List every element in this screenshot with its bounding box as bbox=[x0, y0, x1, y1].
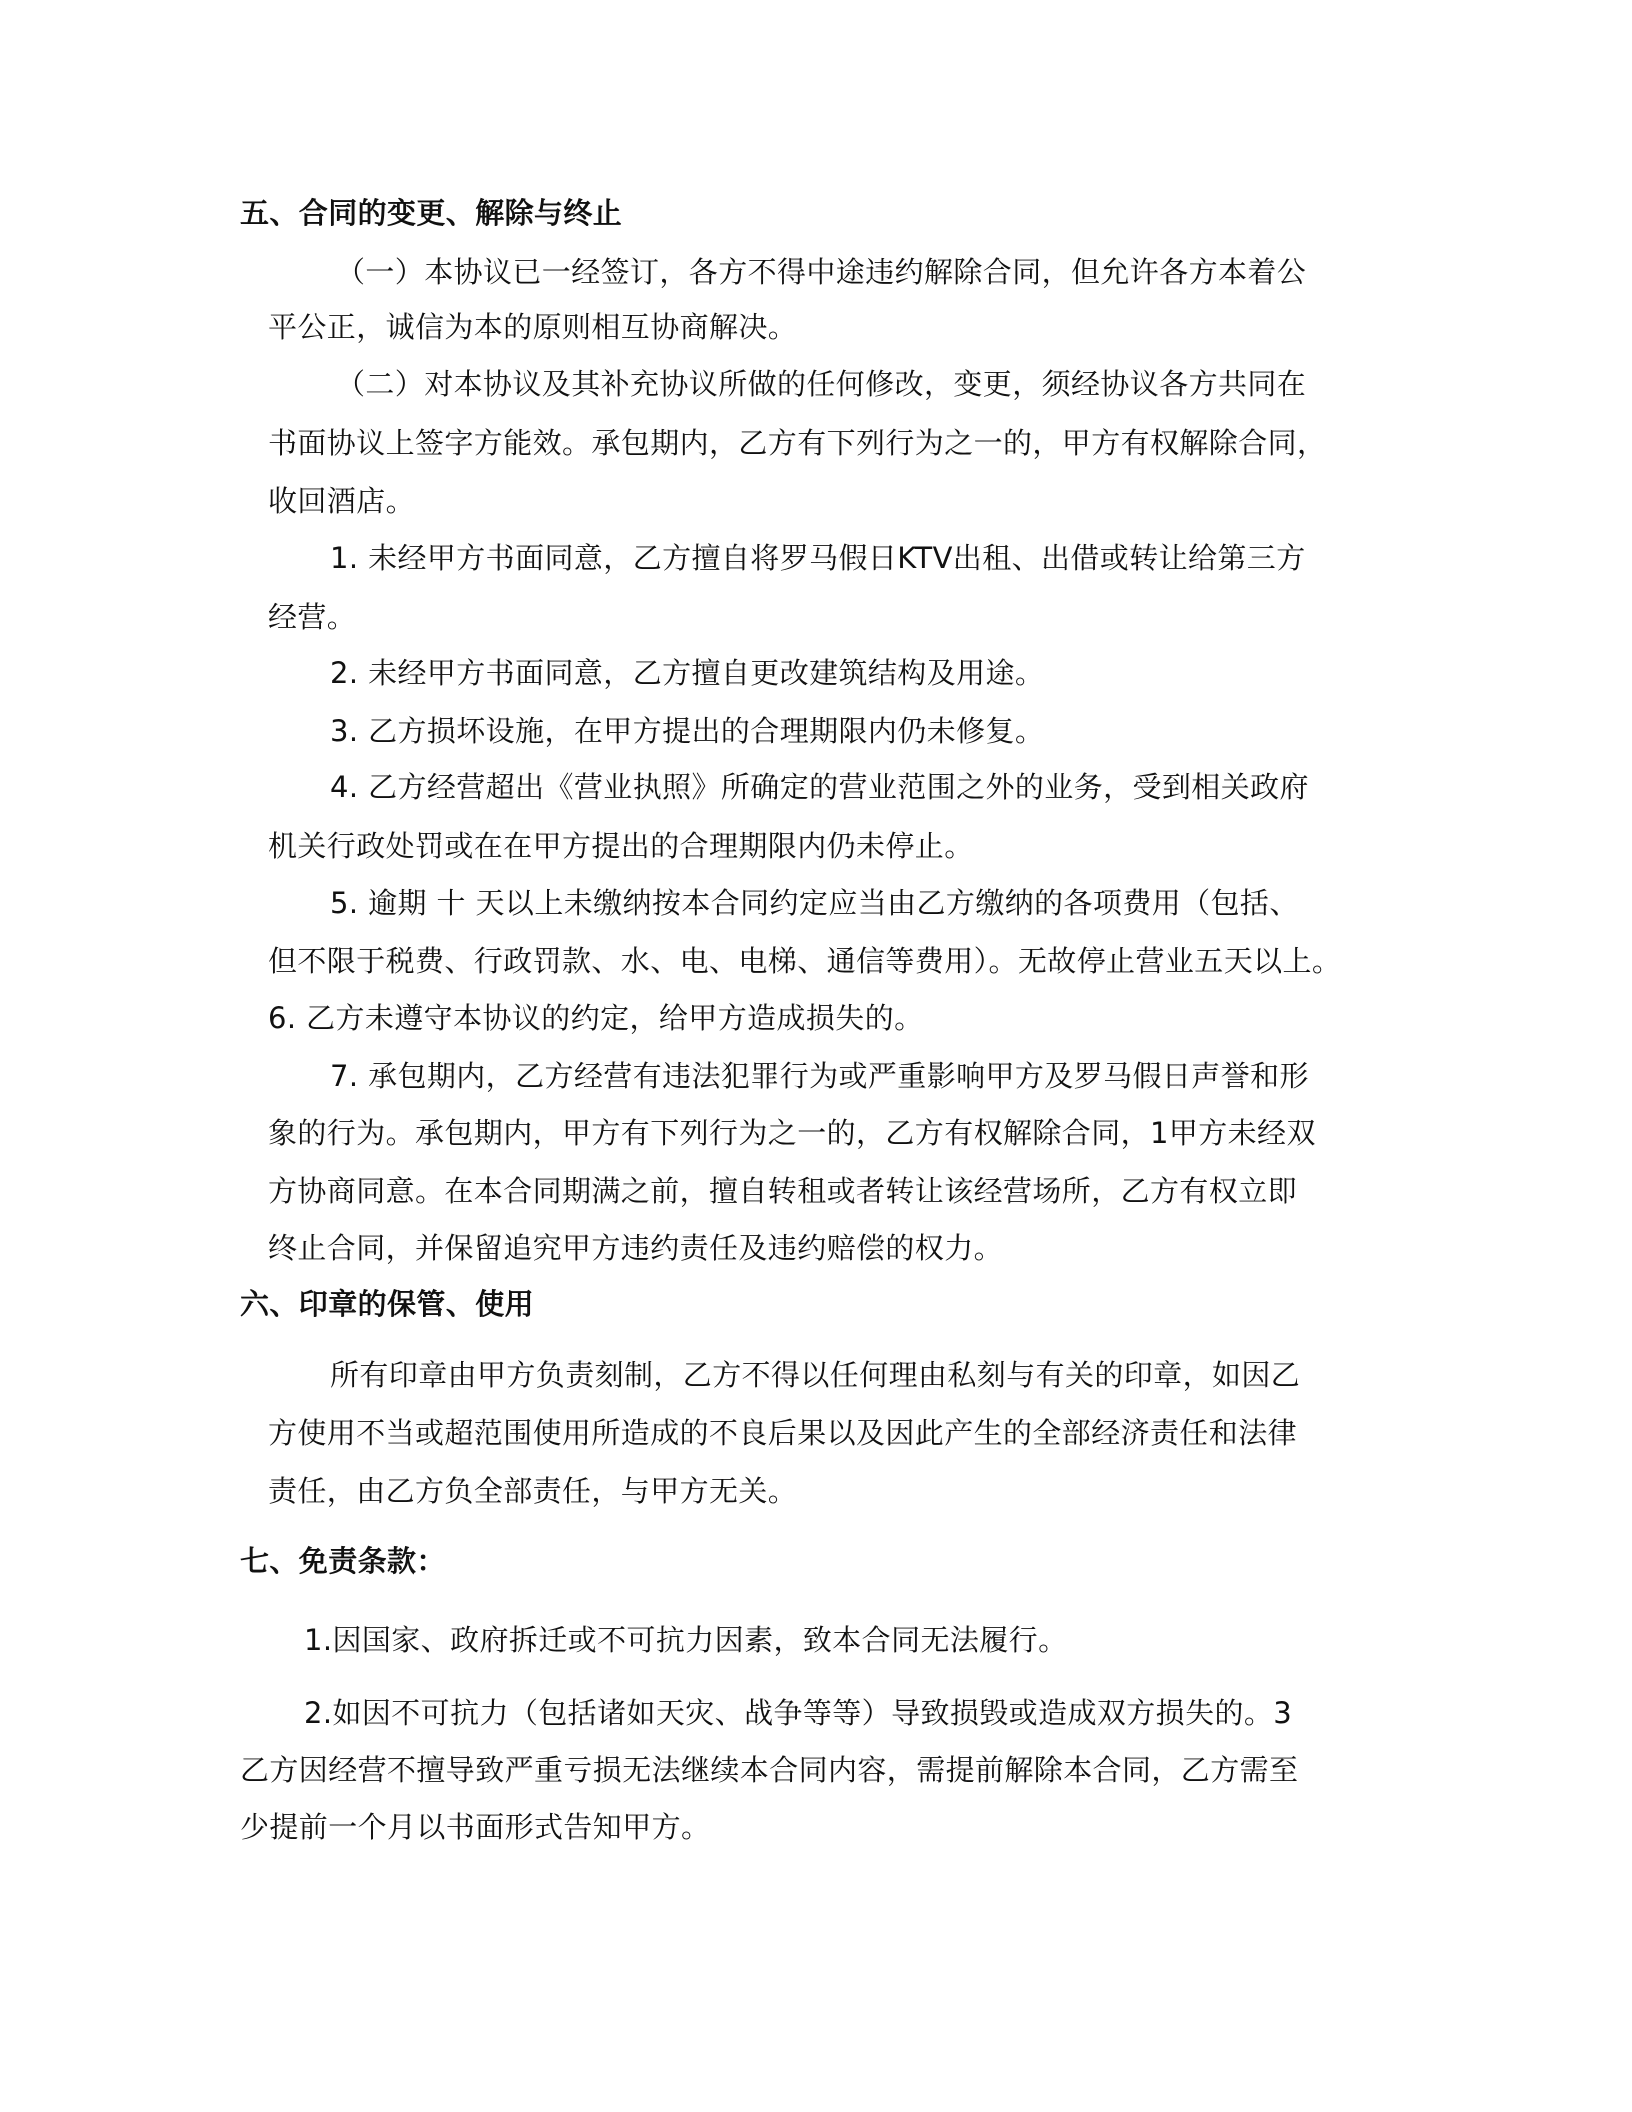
section-5-item-1-line-2: 经营。 bbox=[268, 600, 357, 634]
section-5-para-2-line-2: 书面协议上签字方能效。承包期内，乙方有下列行为之一的，甲方有权解除合同， bbox=[268, 426, 1327, 460]
section-5-item-7-line-1: 7. 承包期内，乙方经营有违法犯罪行为或严重影响甲方及罗马假日声誉和形 bbox=[330, 1059, 1309, 1093]
section-7-item-2-line-3: 少提前一个月以书面形式告知甲方。 bbox=[240, 1810, 711, 1844]
section-5-item-5-line-2: 但不限于税费、行政罚款、水、电、电梯、通信等费用）。无故停止营业五天以上。 bbox=[268, 944, 1342, 978]
section-5-para-1-line-1: （一）本协议已一经签订，各方不得中途违约解除合同，但允许各方本着公 bbox=[336, 255, 1307, 289]
section-5-para-2-line-1: （二）对本协议及其补充协议所做的任何修改，变更，须经协议各方共同在 bbox=[336, 367, 1307, 401]
section-5-heading: 五、合同的变更、解除与终止 bbox=[240, 196, 623, 230]
section-7-heading: 七、免责条款： bbox=[240, 1544, 446, 1578]
section-6-para-line-2: 方使用不当或超范围使用所造成的不良后果以及因此产生的全部经济责任和法律 bbox=[268, 1416, 1298, 1450]
section-5-item-2: 2. 未经甲方书面同意，乙方擅自更改建筑结构及用途。 bbox=[330, 656, 1045, 690]
section-5-item-1-line-1: 1. 未经甲方书面同意，乙方擅自将罗马假日KTV出租、出借或转让给第三方 bbox=[330, 541, 1306, 575]
section-6-para-line-3: 责任，由乙方负全部责任，与甲方无关。 bbox=[268, 1474, 798, 1508]
section-6-para-line-1: 所有印章由甲方负责刻制，乙方不得以任何理由私刻与有关的印章，如因乙 bbox=[330, 1358, 1301, 1392]
section-5-item-5-line-1: 5. 逾期 十 天以上未缴纳按本合同约定应当由乙方缴纳的各项费用（包括、 bbox=[330, 886, 1299, 920]
section-5-para-2-line-3: 收回酒店。 bbox=[268, 484, 416, 518]
section-5-item-7-line-2: 象的行为。承包期内，甲方有下列行为之一的，乙方有权解除合同，1甲方未经双 bbox=[268, 1116, 1316, 1150]
section-5-para-1-line-2: 平公正，诚信为本的原则相互协商解决。 bbox=[268, 310, 798, 344]
section-7-item-2-line-1: 2.如因不可抗力（包括诸如天灾、战争等等）导致损毁或造成双方损失的。3 bbox=[304, 1696, 1293, 1730]
section-7-item-1: 1.因国家、政府拆迁或不可抗力因素，致本合同无法履行。 bbox=[304, 1623, 1068, 1657]
section-5-item-7-line-3: 方协商同意。在本合同期满之前，擅自转租或者转让该经营场所，乙方有权立即 bbox=[268, 1174, 1298, 1208]
section-5-item-4-line-2: 机关行政处罚或在在甲方提出的合理期限内仍未停止。 bbox=[268, 829, 974, 863]
section-5-item-4-line-1: 4. 乙方经营超出《营业执照》所确定的营业范围之外的业务，受到相关政府 bbox=[330, 770, 1309, 804]
section-5-item-3: 3. 乙方损坏设施，在甲方提出的合理期限内仍未修复。 bbox=[330, 714, 1045, 748]
section-5-item-7-line-4: 终止合同，并保留追究甲方违约责任及违约赔偿的权力。 bbox=[268, 1231, 1004, 1265]
section-5-item-6: 6. 乙方未遵守本协议的约定，给甲方造成损失的。 bbox=[268, 1001, 924, 1035]
section-6-heading: 六、印章的保管、使用 bbox=[240, 1287, 535, 1321]
section-7-item-2-line-2: 乙方因经营不擅导致严重亏损无法继续本合同内容，需提前解除本合同，乙方需至 bbox=[240, 1753, 1299, 1787]
